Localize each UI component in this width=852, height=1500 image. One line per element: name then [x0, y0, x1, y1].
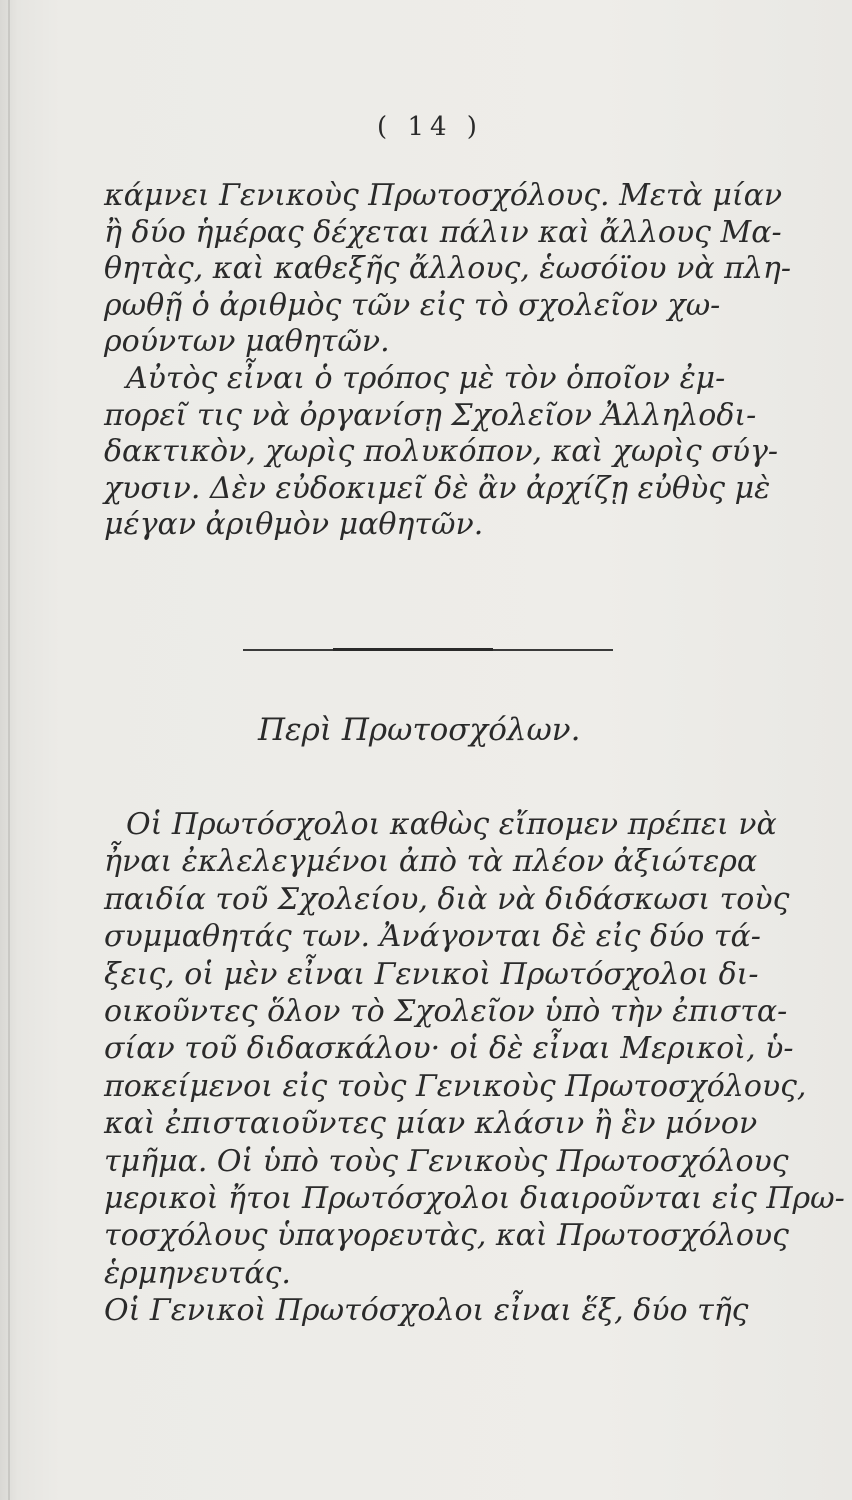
page-edge-shadow [8, 0, 10, 1500]
text-line: δακτικὸν, χωρὶς πολυκόπον, καὶ χωρὶς σύγ- [104, 434, 779, 470]
paragraph-1 [104, 178, 791, 361]
text-line: σίαν τοῦ διδασκάλου· οἱ δὲ εἶναι Μερικοὶ, ὑ- [104, 1031, 794, 1067]
text-line: μέγαν ἀριθμὸν μαθητῶν. [104, 507, 484, 543]
text-line: συμμαθητάς των. Ἀνάγονται δὲ εἰς δύο τά- [104, 919, 761, 955]
text-line: ἢ δύο ἡμέρας δέχεται πάλιν καὶ ἄλλους Μα- [104, 214, 782, 250]
text-line: Οἱ Πρωτόσχολοι καθὼς εἴπομεν πρέπει νὰ [126, 807, 777, 842]
text-line: οικοῦντες ὅλον τὸ Σχολεῖον ὑπὸ τὴν ἐπιστα- [104, 994, 788, 1030]
text-block-bottom [104, 806, 845, 1330]
paragraph-4 [104, 1292, 764, 1329]
text-line: ἑρμηνευτάς. [104, 1255, 291, 1291]
text-line: ἦναι ἐκλελεγμένοι ἀπὸ τὰ πλέον ἀξιώτερα [104, 844, 758, 880]
text-line: χυσιν. Δὲν εὐδοκιμεῖ δὲ ἂν ἀρχίζῃ εὐθὺς μὲ [104, 470, 771, 506]
section-divider-rule [243, 649, 613, 651]
text-line: τοσχόλους ὑπαγορευτὰς, καὶ Πρωτοσχόλους [104, 1218, 789, 1254]
paragraph-3 [104, 806, 845, 1292]
text-line: θητὰς, καὶ καθεξῆς ἄλλους, ἑωσόϊου νὰ πλη- [104, 251, 791, 287]
text-line: καὶ ἐπισταιοῦντες μίαν κλάσιν ἢ ἓν μόνον [104, 1106, 758, 1142]
text-line: παιδία τοῦ Σχολείου, διὰ νὰ διδάσκωσι τοὺς [104, 881, 790, 917]
text-line: τμῆμα. Οἱ ὑπὸ τοὺς Γενικοὺς Πρωτοσχόλους [104, 1143, 789, 1179]
text-line: Οἱ Γενικοὶ Πρωτόσχολοι εἶναι ἕξ, δύο τῆς [104, 1293, 749, 1329]
text-block-top [104, 178, 791, 544]
text-line: ρωθῇ ὁ ἀριθμὸς τῶν εἰς τὸ σχολεῖον χω- [104, 287, 721, 323]
text-line: ρούντων μαθητῶν. [104, 324, 390, 360]
section-heading: Περὶ Πρωτοσχόλων. [258, 712, 581, 748]
text-line: μερικοὶ ἤτοι Πρωτόσχολοι διαιροῦνται εἰς Πρω- [104, 1181, 845, 1217]
text-line: Αὐτὸς εἶναι ὁ τρόπος μὲ τὸν ὁποῖον ἐμ- [126, 360, 726, 396]
text-line: ξεις, οἱ μὲν εἶναι Γενικοὶ Πρωτόσχολοι δι- [104, 956, 759, 992]
text-line: πορεῖ τις νὰ ὀργανίσῃ Σχολεῖον Ἀλληλοδι- [104, 397, 757, 433]
text-line: κάμνει Γενικοὺς Πρωτοσχόλους. Μετὰ μίαν [104, 178, 783, 213]
page-number: ( 14 ) [377, 112, 483, 142]
paragraph-2 [104, 360, 779, 544]
text-line: ποκείμενοι εἰς τοὺς Γενικοὺς Πρωτοσχόλους, [104, 1068, 807, 1104]
